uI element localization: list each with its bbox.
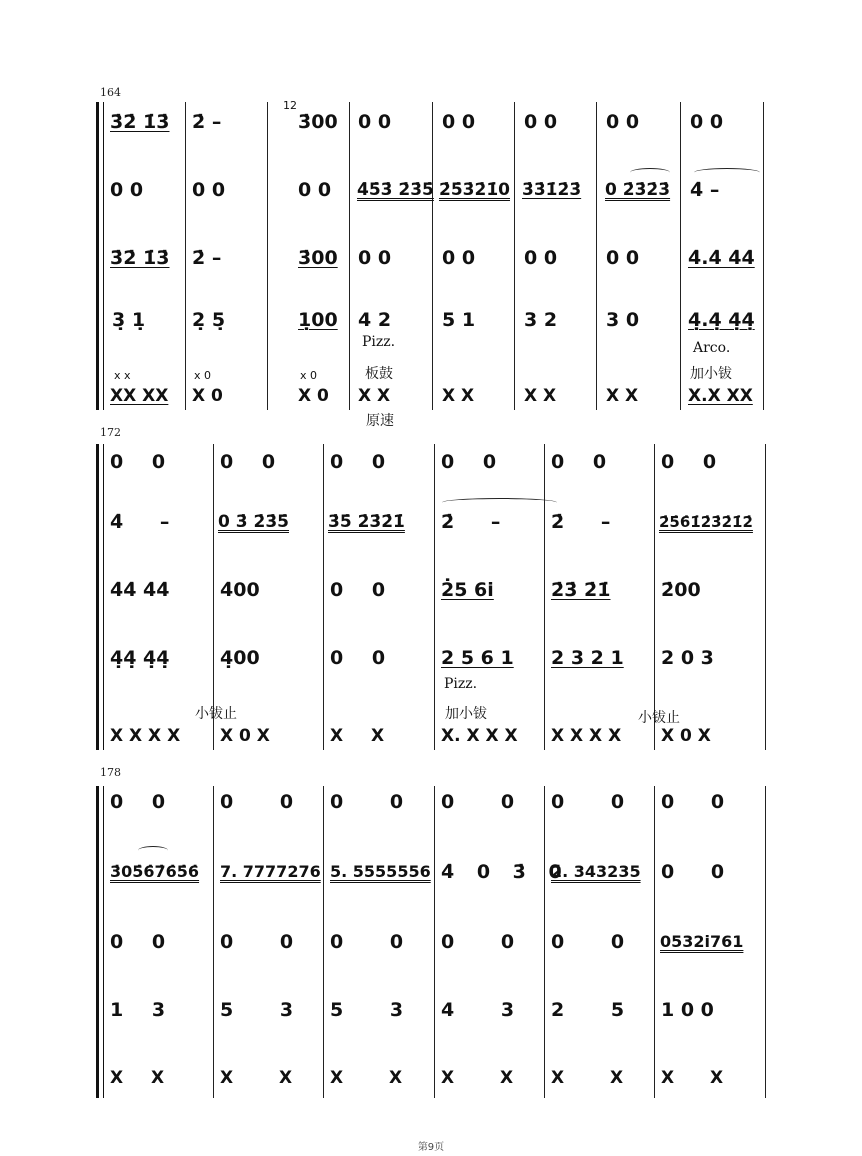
note-group: 2̣ 5̣ bbox=[192, 309, 226, 331]
note-group: 5 3 bbox=[220, 999, 294, 1021]
note-group: 0 0 bbox=[110, 451, 166, 473]
measure-number: 178 bbox=[100, 766, 121, 779]
bar-line bbox=[432, 102, 433, 410]
note-group: 0 0 bbox=[606, 247, 640, 269]
note-group: X X bbox=[330, 726, 385, 746]
note-group: 0 0 bbox=[551, 791, 625, 813]
bar-line bbox=[680, 102, 681, 410]
note-group: X X bbox=[551, 1068, 624, 1088]
note-group: 2̇ – bbox=[441, 511, 501, 533]
note-group: 3̇2̇ 1̇3̇ bbox=[110, 111, 170, 133]
note-group: 0 0 bbox=[661, 861, 725, 883]
note-group: X. X X X bbox=[441, 726, 518, 746]
note-group: 7. 7777276 bbox=[220, 862, 321, 881]
note-group: X 0 X bbox=[220, 726, 270, 746]
note-group: 0 0 bbox=[551, 931, 625, 953]
measure-number: 164 bbox=[100, 86, 121, 99]
note-group: 0 0 bbox=[298, 179, 332, 201]
percussion-mark: x 0 bbox=[300, 369, 318, 382]
note-group: 0 0 bbox=[441, 451, 497, 473]
technique-label: Pizz. bbox=[362, 334, 396, 350]
note-group: 2̇5̇6̇1̇2̇3̇2̇1̇2̇ bbox=[659, 513, 753, 531]
note-group: 5. 5555556 bbox=[330, 862, 431, 881]
note-group: 2 0 3 bbox=[661, 647, 714, 669]
note-group: 1 3 bbox=[110, 999, 166, 1021]
note-group: 4̇ – bbox=[110, 511, 170, 533]
note-group: 4̇ – bbox=[690, 179, 720, 201]
note-group: 0 0 bbox=[441, 931, 515, 953]
note-group: 0 3̇ 2̇3̇5̇ bbox=[218, 512, 289, 532]
system-line bbox=[103, 444, 104, 750]
note-group: 2̇00 bbox=[661, 579, 701, 601]
bar-line bbox=[765, 786, 766, 1098]
note-group: 0 0 bbox=[358, 111, 392, 133]
note-group: 0 0 bbox=[220, 791, 294, 813]
note-group: 1 0 0 bbox=[661, 999, 714, 1021]
note-group: 3 0 bbox=[606, 309, 640, 331]
note-group: 2̇ – bbox=[551, 511, 611, 533]
bar-line bbox=[213, 786, 214, 1098]
note-group: X X bbox=[524, 386, 557, 406]
note-group: 0 0 bbox=[110, 931, 166, 953]
note-group: 4̣.4̣ 4̣4̣ bbox=[688, 309, 755, 331]
measure-number: 172 bbox=[100, 426, 121, 439]
note-group: 2̇ – bbox=[192, 247, 222, 269]
bar-line bbox=[323, 786, 324, 1098]
note-group: 0 0 bbox=[220, 451, 276, 473]
bar-line bbox=[323, 444, 324, 750]
bar-line bbox=[434, 444, 435, 750]
note-group: 0 0 bbox=[442, 111, 476, 133]
instrument-label: 加小钹 bbox=[445, 706, 487, 722]
bar-line bbox=[434, 786, 435, 1098]
note-group: 0532i761 bbox=[660, 932, 744, 951]
note-group: 0 0 bbox=[441, 791, 515, 813]
bar-line bbox=[544, 786, 545, 1098]
note-group: 4̣00 bbox=[220, 647, 260, 669]
bar-line bbox=[267, 102, 268, 410]
tie-slur bbox=[630, 168, 670, 177]
note-group: 0 0 bbox=[606, 111, 640, 133]
note-group: 4 2 bbox=[358, 309, 392, 331]
percussion-mark: x 0 bbox=[194, 369, 212, 382]
note-group: 4̇ 0 3̇ 0 bbox=[441, 861, 562, 883]
system-line bbox=[103, 102, 104, 410]
note-group: 0 0 bbox=[330, 579, 386, 601]
note-group: 2̇5 6i bbox=[441, 579, 494, 601]
note-group: 0 0 bbox=[551, 451, 607, 473]
note-group: 2 3 2 1 bbox=[551, 647, 624, 669]
note-group: X X X X bbox=[110, 726, 181, 746]
note-group: X X bbox=[442, 386, 475, 406]
note-group: 2 5 6 1 bbox=[441, 647, 514, 669]
note-group: 3̇5̇ 2̇3̇2̇1̇ bbox=[328, 512, 405, 532]
bar-line bbox=[185, 102, 186, 410]
note-group: X X bbox=[220, 1068, 293, 1088]
note-group: 0 2̇3̇2̇3̇ bbox=[605, 180, 671, 200]
instrument-label: 板鼓 bbox=[365, 366, 393, 382]
bar-line bbox=[765, 444, 766, 750]
note-group: 0 0 bbox=[330, 791, 404, 813]
note-group: 0 0 bbox=[442, 247, 476, 269]
note-group: 4 3 bbox=[441, 999, 515, 1021]
note-group: 5 3 bbox=[330, 999, 404, 1021]
note-group: 3̇00 bbox=[298, 247, 338, 269]
note-group: 2̇ – bbox=[192, 111, 222, 133]
bar-line bbox=[349, 102, 350, 410]
note-group: X.X XX bbox=[688, 386, 753, 406]
tuplet-mark: 12 bbox=[283, 99, 297, 112]
instrument-label: 加小钹 bbox=[690, 366, 732, 382]
system-line bbox=[103, 786, 104, 1098]
note-group: X 0 bbox=[192, 386, 223, 406]
note-group: X X bbox=[358, 386, 391, 406]
tie-slur bbox=[138, 846, 168, 855]
note-group: X X bbox=[441, 1068, 514, 1088]
instrument-label: 小钹止 bbox=[638, 710, 680, 726]
note-group: X X X X bbox=[551, 726, 622, 746]
note-group: 0 0 bbox=[690, 111, 724, 133]
tempo-label: 原速 bbox=[366, 413, 394, 429]
note-group: 0 0 bbox=[110, 791, 166, 813]
note-group: 1̣00 bbox=[298, 309, 338, 331]
note-group: 4̇5̇3̇ 2̇3̇5̇ bbox=[357, 180, 434, 200]
tie-slur bbox=[694, 168, 760, 177]
note-group: 3̇00 bbox=[298, 111, 338, 133]
note-group: 0 0 bbox=[524, 111, 558, 133]
note-group: 3̇3̇1̇2̇3̇ bbox=[522, 180, 582, 200]
tie-slur bbox=[442, 498, 557, 507]
note-group: 4̇4̇ 4̇4̇ bbox=[110, 579, 170, 601]
note-group: 0 0 bbox=[330, 931, 404, 953]
note-group: 0 0 bbox=[661, 451, 717, 473]
note-group: 0 0 bbox=[330, 451, 386, 473]
system-brace bbox=[96, 786, 99, 1098]
note-group: 0 0 bbox=[661, 791, 725, 813]
note-group: XX XX bbox=[110, 386, 169, 406]
bar-line bbox=[514, 102, 515, 410]
note-group: X X bbox=[661, 1068, 724, 1088]
note-group: 0 0 bbox=[220, 931, 294, 953]
note-group: X X bbox=[330, 1068, 403, 1088]
page-footer: 第9页 bbox=[417, 1142, 445, 1153]
note-group: 2̇5̇3̇2̇1̇0 bbox=[439, 180, 510, 200]
note-group: 4̇00 bbox=[220, 579, 260, 601]
technique-label: Pizz. bbox=[444, 676, 478, 692]
instrument-label: 小钹止 bbox=[195, 706, 237, 722]
note-group: 0 0 bbox=[192, 179, 226, 201]
percussion-mark: x x bbox=[114, 369, 131, 382]
bar-line bbox=[654, 444, 655, 750]
note-group: 2̇3̇ 2̇1̇ bbox=[551, 579, 611, 601]
note-group: 4̣4̣ 4̣4̣ bbox=[110, 647, 170, 669]
note-group: 0 0 bbox=[330, 647, 386, 669]
note-group: X 0 bbox=[298, 386, 329, 406]
bar-line bbox=[544, 444, 545, 750]
note-group: 3̇2̇ 1̇3̇ bbox=[110, 247, 170, 269]
bar-line bbox=[596, 102, 597, 410]
bar-line bbox=[654, 786, 655, 1098]
note-group: X X bbox=[606, 386, 639, 406]
technique-label: Arco. bbox=[693, 340, 731, 356]
system-brace bbox=[96, 102, 99, 410]
bar-line bbox=[763, 102, 764, 410]
note-group: 2 5 bbox=[551, 999, 625, 1021]
note-group: X 0 X bbox=[661, 726, 711, 746]
system-brace bbox=[96, 444, 99, 750]
note-group: 5 1 bbox=[442, 309, 476, 331]
note-group: 2̇. 343235 bbox=[551, 862, 641, 881]
note-group: 0 0 bbox=[524, 247, 558, 269]
note-group: 3 2 bbox=[524, 309, 558, 331]
note-group: 0 0 bbox=[358, 247, 392, 269]
note-group: 0 0 bbox=[110, 179, 144, 201]
note-group: 3̣ 1̣ bbox=[112, 309, 146, 331]
note-group: 3̇05̇6̇7̇6̇5̇6̇ bbox=[110, 862, 200, 881]
note-group: 4̇.4̇ 4̇4̇ bbox=[688, 247, 755, 269]
note-group: X X bbox=[110, 1068, 165, 1088]
